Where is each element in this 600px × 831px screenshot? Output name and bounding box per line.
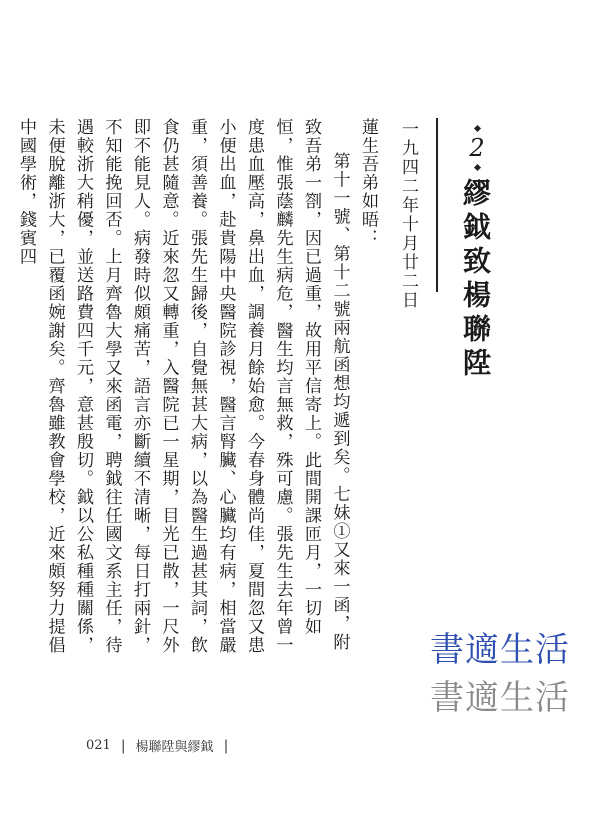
letter-paragraph: 第十一號、第十二號兩航函想均遞到矣。七妹①又來一函，附致吾弟一劄，因已過重，故用平信寄上。此間開課匝月，一切如恒，惟張蔭麟先生病危，醫生均言無救，殊可慮。張先生去年曾一度患血壓高，鼻出血，調養月餘始愈。今春身體尚佳，夏間忽又患小便出血，赴貴陽中央醫院診視，醫言腎臟、心臟均有病，相當嚴重，須善養。張先生歸後，自覺無甚大病，以為醫生過甚其詞，飲食仍甚隨意。近來忽又轉重，入醫院已一星期，目光已散，一尺外即不能見人。病發時似頗痛苦，語言亦斷續不清晰，每日打兩針，不知能挽回否。上月齊魯大學又來函電，聘鉞往任國文系主任，待遇較浙大稍優，並送路費四千元，意甚殷切。鉞以公私種種關係，未便脫離浙大，已覆函婉謝矣。齊魯雖教會學校，近來頗努力提倡中國學術，錢賓四 <box>16 118 350 655</box>
letter-date: 一九四二年十月廿二日 <box>398 120 418 310</box>
title-divider <box>436 118 438 292</box>
chapter-number: 2 <box>469 134 485 162</box>
watermark-gray: 書適生活 <box>430 678 570 718</box>
page-number: 021 <box>86 738 111 753</box>
diamond-ornament-top <box>473 125 480 132</box>
diamond-ornament-bottom <box>473 164 480 171</box>
letter-title: 繆鉞致楊聯陞 <box>459 178 492 382</box>
footer-separator-left: | <box>120 737 126 754</box>
footer-separator-right: | <box>223 737 229 754</box>
running-title: 楊聯陞與繆鉞 <box>135 740 214 755</box>
letter-body <box>16 118 382 658</box>
letter-greeting: 蓮生吾弟如晤： <box>358 118 378 248</box>
watermark-blue: 書適生活 <box>430 630 570 670</box>
chapter-number-block <box>453 118 501 178</box>
page-footer <box>86 736 228 755</box>
